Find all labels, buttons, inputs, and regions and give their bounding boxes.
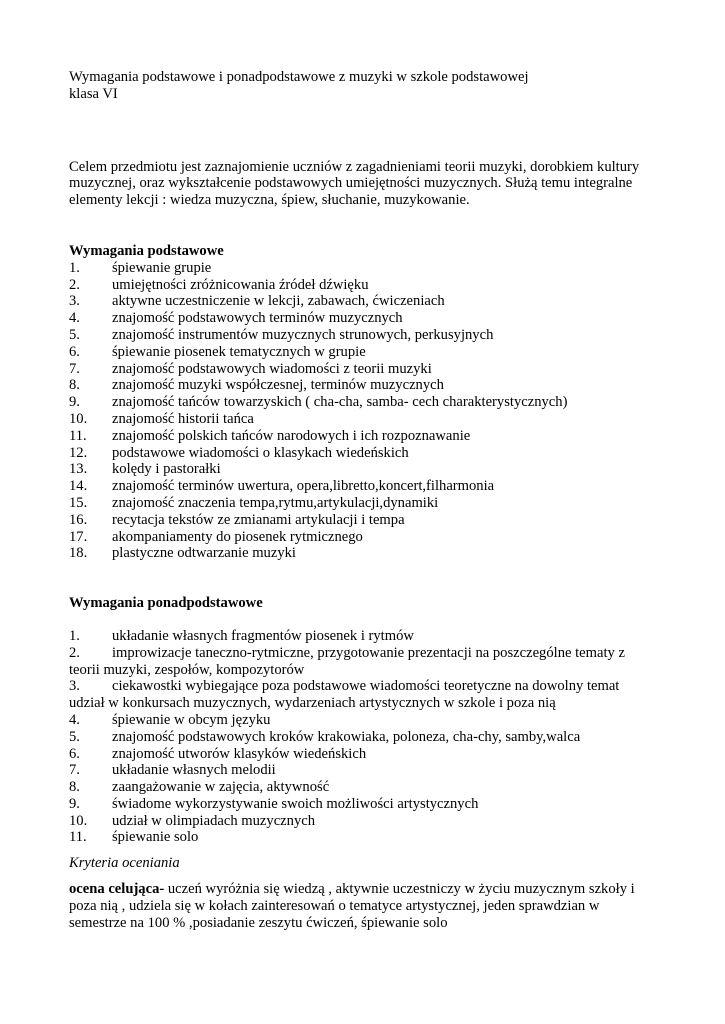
list-number: 10.	[69, 812, 88, 829]
list-text: śpiewanie piosenek tematycznych w grupie	[112, 343, 366, 360]
list-item	[69, 260, 669, 277]
list-number: 5.	[69, 326, 80, 343]
list-text: znajomość historii tańca	[112, 410, 254, 427]
list-text: znajomość tańców towarzyskich ( cha-cha, samba- cech charakterystycznych)	[112, 394, 568, 411]
list-text: znajomość podstawowych terminów muzycznych	[112, 310, 403, 327]
document-subtitle: klasa VI	[69, 85, 118, 102]
list-item	[69, 428, 669, 445]
list-number: 8.	[69, 779, 80, 796]
list-item	[69, 796, 669, 813]
list-number: 17.	[69, 528, 88, 545]
list-item	[69, 344, 669, 361]
list-item	[69, 361, 669, 378]
list-item	[69, 277, 669, 294]
list-item-continuation	[69, 695, 669, 712]
list-number: 4.	[69, 310, 80, 327]
list-number: 18.	[69, 545, 88, 562]
list-number: 13.	[69, 461, 88, 478]
list-number: 11.	[69, 829, 87, 846]
criteria-heading: Kryteria oceniania	[69, 855, 180, 872]
list-number: 3.	[69, 678, 80, 695]
list-number: 7.	[69, 762, 80, 779]
list-number: 2.	[69, 644, 80, 661]
grade-text: uczeń wyróżnia się wiedzą , aktywnie uczestniczy w życiu muzycznym szkoły i	[164, 881, 635, 898]
list-text: znajomość muzyki współczesnej, terminów muzycznych	[112, 377, 444, 394]
list-text: udział w olimpiadach muzycznych	[112, 812, 316, 829]
list-text: kolędy i pastorałki	[112, 461, 221, 478]
grade-text: poza nią , udziela się w kołach zainteresowań o tematyce artystycznej, jeden sprawdzian w	[69, 897, 600, 914]
intro-paragraph	[69, 159, 669, 209]
list-text: akompaniamenty do piosenek rytmicznego	[112, 528, 363, 545]
list-number: 9.	[69, 394, 80, 411]
list-text: znajomość terminów uwertura, opera,libretto,koncert,filharmonia	[112, 478, 495, 495]
section-heading-advanced: Wymagania ponadpodstawowe	[69, 595, 263, 612]
list-item	[69, 729, 669, 746]
list-number: 12.	[69, 444, 88, 461]
list-item	[69, 712, 669, 729]
list-item	[69, 377, 669, 394]
grade-label: ocena celująca-	[69, 881, 165, 898]
list-number: 5.	[69, 728, 80, 745]
list-text: znajomość polskich tańców narodowych i ich rozpoznawanie	[112, 427, 471, 444]
list-text: znajomość instrumentów muzycznych strunowych, perkusyjnych	[112, 326, 494, 343]
list-number: 7.	[69, 360, 80, 377]
list-text: śpiewanie grupie	[112, 259, 212, 276]
list-number: 6.	[69, 745, 80, 762]
list-text: śpiewanie solo	[112, 829, 199, 846]
intro-line: muzycznej, oraz wykształcenie podstawowych umiejętności muzycznych. Służą temu integralne	[69, 175, 633, 192]
list-number: 16.	[69, 511, 88, 528]
intro-line: Celem przedmiotu jest zaznajomienie uczniów z zagadnieniami teorii muzyki, dorobkiem kultury	[69, 158, 640, 175]
advanced-requirements-list	[69, 628, 669, 846]
list-text: znajomość podstawowych wiadomości z teorii muzyki	[112, 360, 432, 377]
list-number: 9.	[69, 795, 80, 812]
list-number: 10.	[69, 410, 88, 427]
list-text-continuation: teorii muzyki, zespołów, kompozytorów	[69, 661, 305, 678]
list-item	[69, 779, 669, 796]
list-text: improwizacje taneczno-rytmiczne, przygotowanie prezentacji na poszczególne tematy z	[112, 644, 625, 661]
list-number: 11.	[69, 427, 87, 444]
list-text: zaangażowanie w zajęcia, aktywność	[112, 779, 330, 796]
list-text: układanie własnych melodii	[112, 762, 276, 779]
list-text: świadome wykorzystywanie swoich możliwości artystycznych	[112, 795, 479, 812]
list-item	[69, 394, 669, 411]
list-number: 8.	[69, 377, 80, 394]
document-title: Wymagania podstawowe i ponadpodstawowe z muzyki w szkole podstawowej	[69, 69, 529, 85]
list-text: aktywne uczestniczenie w lekcji, zabawach, ćwiczeniach	[112, 293, 445, 310]
list-number: 2.	[69, 276, 80, 293]
list-item	[69, 310, 669, 327]
list-item	[69, 628, 669, 645]
list-item	[69, 529, 669, 546]
list-item	[69, 746, 669, 763]
list-item	[69, 445, 669, 462]
list-text: plastyczne odtwarzanie muzyki	[112, 545, 296, 562]
list-item-continuation	[69, 662, 669, 679]
grade-paragraph	[69, 881, 669, 931]
list-number: 1.	[69, 627, 80, 644]
list-item	[69, 645, 669, 662]
list-number: 4.	[69, 711, 80, 728]
list-item	[69, 829, 669, 846]
list-item	[69, 327, 669, 344]
section-heading-basic: Wymagania podstawowe	[69, 242, 224, 259]
document-page	[69, 69, 669, 931]
list-text: znajomość znaczenia tempa,rytmu,artykulacji,dynamiki	[112, 494, 439, 511]
list-text: umiejętności zróżnicowania źródeł dźwięku	[112, 276, 369, 293]
list-item	[69, 813, 669, 830]
list-item	[69, 411, 669, 428]
list-item	[69, 478, 669, 495]
basic-requirements-list	[69, 260, 669, 562]
list-item	[69, 545, 669, 562]
list-number: 15.	[69, 494, 88, 511]
list-text-continuation: udział w konkursach muzycznych, wydarzeniach artystycznych w szkole i poza nią	[69, 695, 556, 712]
list-number: 3.	[69, 293, 80, 310]
list-item	[69, 512, 669, 529]
grade-text: semestrze na 100 % ,posiadanie zeszytu ćwiczeń, śpiewanie solo	[69, 914, 448, 931]
list-item	[69, 461, 669, 478]
list-text: znajomość podstawowych kroków krakowiaka, poloneza, cha-chy, samby,walca	[112, 728, 581, 745]
list-item	[69, 495, 669, 512]
list-text: śpiewanie w obcym języku	[112, 711, 271, 728]
list-text: recytacja tekstów ze zmianami artykulacji i tempa	[112, 511, 405, 528]
list-item	[69, 762, 669, 779]
list-number: 14.	[69, 478, 88, 495]
list-number: 1.	[69, 259, 80, 276]
list-text: podstawowe wiadomości o klasykach wiedeńskich	[112, 444, 409, 461]
list-text: ciekawostki wybiegające poza podstawowe wiadomości teoretyczne na dowolny temat	[112, 678, 620, 695]
list-number: 6.	[69, 343, 80, 360]
intro-line: elementy lekcji : wiedza muzyczna, śpiew, słuchanie, muzykowanie.	[69, 192, 470, 209]
list-text: znajomość utworów klasyków wiedeńskich	[112, 745, 367, 762]
list-item	[69, 293, 669, 310]
list-text: układanie własnych fragmentów piosenek i rytmów	[112, 627, 414, 644]
list-item	[69, 678, 669, 695]
